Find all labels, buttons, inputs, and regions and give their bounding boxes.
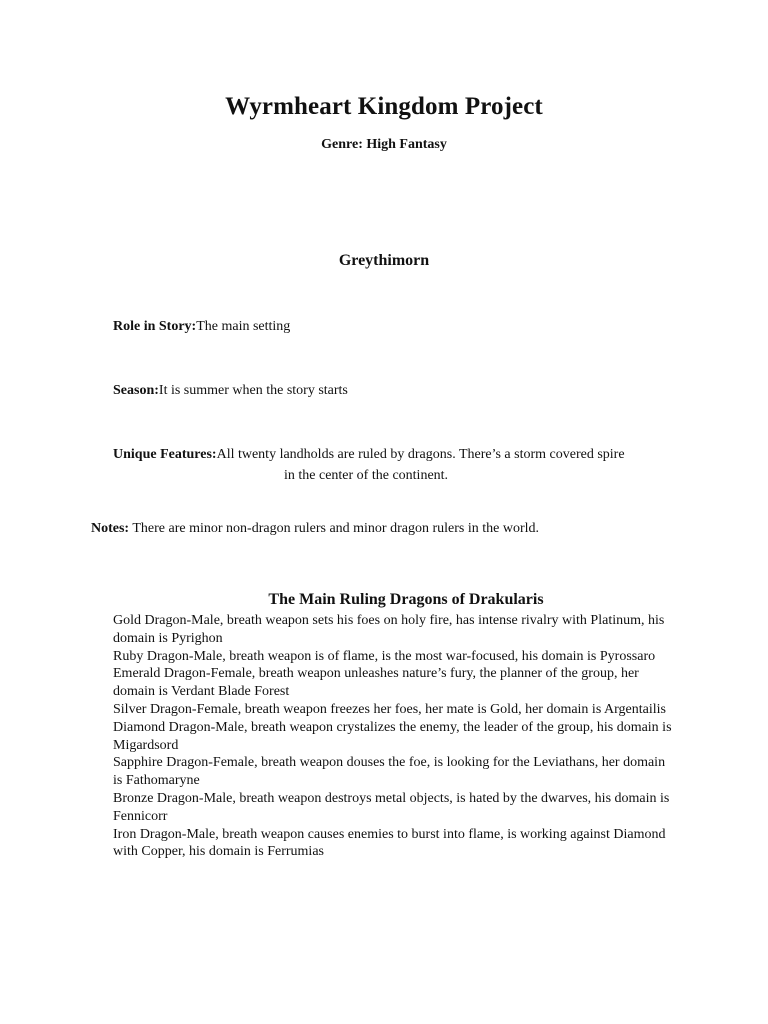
- role-in-story-field: [113, 316, 290, 337]
- genre-line: Genre: High Fantasy: [321, 137, 447, 152]
- season-label: Season:: [113, 383, 159, 398]
- setting-name-heading: Greythimorn: [338, 252, 430, 269]
- features-value-line-2: in the center of the continent.: [284, 468, 449, 483]
- document-title: Wyrmheart Kingdom Project: [225, 93, 543, 120]
- dragon-entry-silver: Silver Dragon-Female, breath weapon freezes her foes, her mate is Gold, her domain is Argentailis: [113, 701, 666, 717]
- dragons-heading: The Main Ruling Dragons of Drakularis: [268, 591, 544, 608]
- dragon-entry-bronze: Bronze Dragon-Male, breath weapon destroys metal objects, is hated by the dwarves, his domain is Fennicorr: [113, 790, 670, 824]
- notes-label: Notes:: [91, 521, 130, 536]
- unique-features-field: [113, 444, 673, 486]
- season-field: [113, 380, 348, 401]
- notes-value: There are minor non-dragon rulers and minor dragon rulers in the world.: [129, 521, 540, 536]
- dragon-entry-diamond: Diamond Dragon-Male, breath weapon crystalizes the enemy, the leader of the group, his domain is Migardsord: [113, 719, 672, 753]
- dragon-entry-emerald: Emerald Dragon-Female, breath weapon unleashes nature’s fury, the planner of the group, her domain is Verdant Blade Forest: [113, 666, 639, 700]
- features-value-line-1: All twenty landholds are ruled by dragons. There’s a storm covered spire: [216, 447, 625, 462]
- dragon-entry-sapphire: Sapphire Dragon-Female, breath weapon douses the foe, is looking for the Leviathans, her domain is Fathomaryne: [113, 755, 666, 789]
- season-value: It is summer when the story starts: [158, 383, 348, 398]
- dragon-list: [113, 612, 673, 861]
- role-value: The main setting: [196, 319, 291, 334]
- dragon-entry-iron: Iron Dragon-Male, breath weapon causes enemies to burst into flame, is working against Diamond with Copper, his domain is Ferrumias: [113, 826, 666, 860]
- notes-field: [91, 518, 539, 539]
- role-label: Role in Story:: [113, 319, 197, 334]
- dragon-entry-gold: Gold Dragon-Male, breath weapon sets his foes on holy fire, has intense rivalry with Platinum, his domain is Pyrighon: [113, 613, 665, 646]
- dragon-entry-ruby: Ruby Dragon-Male, breath weapon is of flame, is the most war-focused, his domain is Pyrossaro: [113, 648, 656, 664]
- features-label: Unique Features:: [113, 447, 217, 462]
